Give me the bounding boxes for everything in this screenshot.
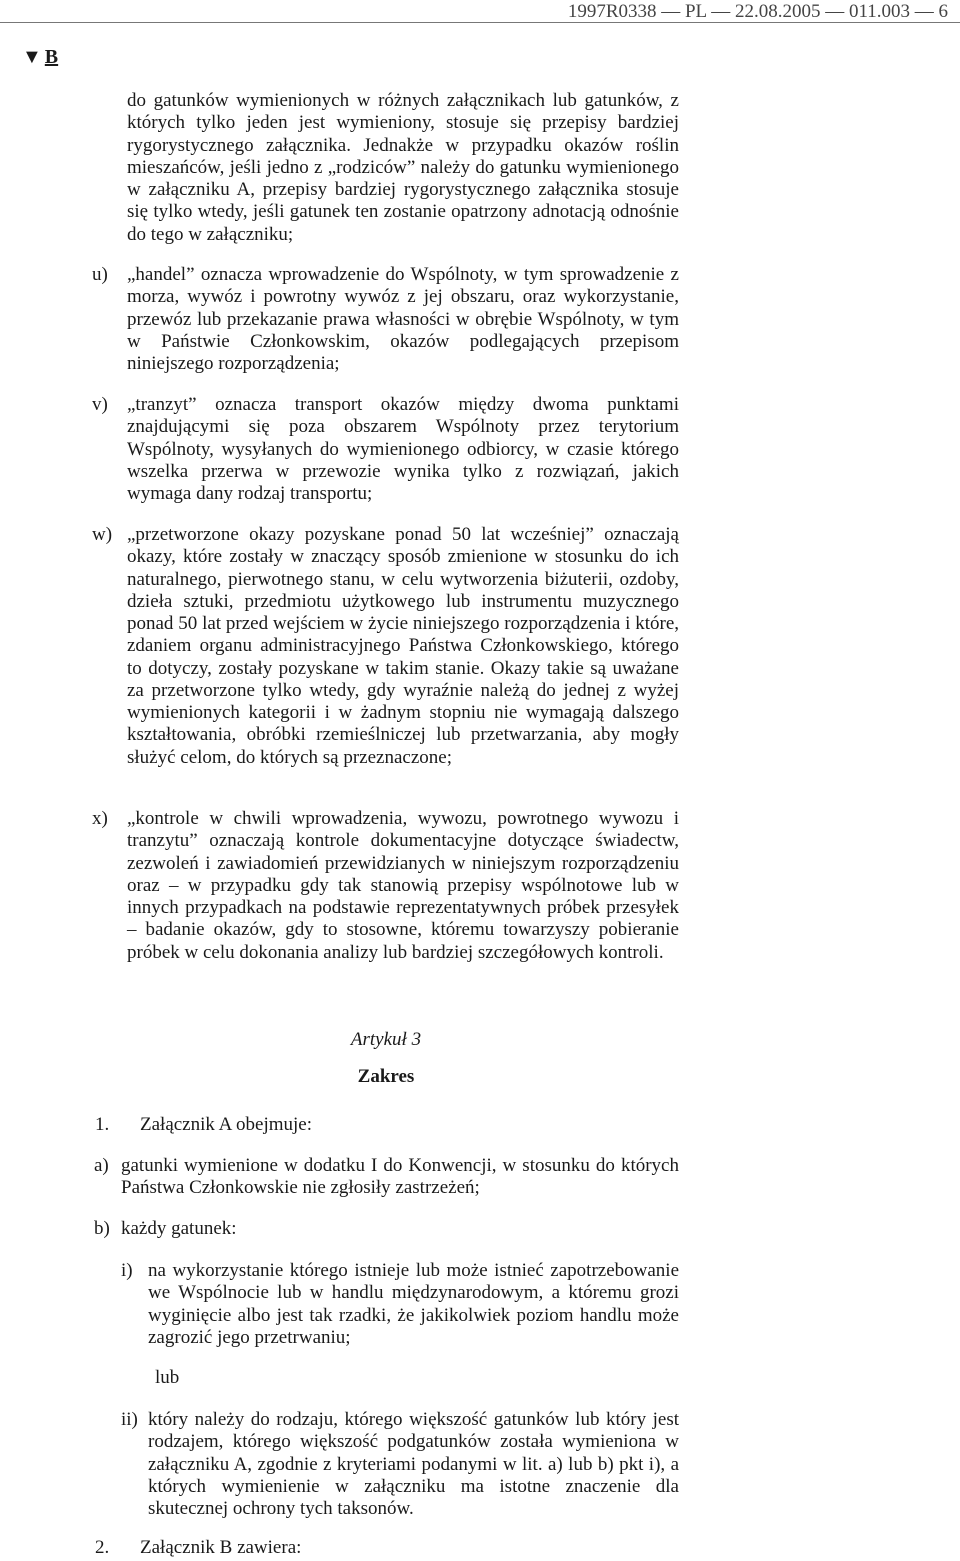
- definition-w-label: w): [92, 524, 113, 545]
- paragraph-1-number: 1.: [95, 1114, 110, 1135]
- sub-item-i-text: na wykorzystanie którego istnieje lub może istnieć zapotrzebowanie we Wspólnocie lub w handlu międzynarodowym, a któremu grozi wyginięcie albo jest tak rzadki, że jakikolwiek poziom handlu może zagrozić jego przetrwaniu;: [148, 1260, 679, 1348]
- connector-lub: lub: [155, 1367, 180, 1388]
- item-b-text: każdy gatunek:: [121, 1218, 237, 1239]
- definition-v-text: „tranzyt” oznacza transport okazów między dwoma punktami znajdującymi się poza obszarem Wspólnoty przez terytorium Wspólnoty, wysyłanych do wymienionego odbiorcy, w czasie którego wszelka przerwa w przewozie wynika tylko z rozwiązań, jakich wymaga dany rodzaj transportu;: [127, 394, 679, 504]
- document-header: [0, 0, 960, 23]
- definition-x-text: „kontrole w chwili wprowadzenia, wywozu, powrotnego wywozu i tranzytu” oznaczają kontrole dokumentacyjne dotyczące świadectw, zezwoleń i zawiadomień przewidzianych w niniejszym rozporządzeniu oraz – w przypadku gdy tak stanowią przepisy wspólnotowe lub w innych przypadkach na podstawie reprezentatywnych próbek przesyłek – badanie okazów, gdy to stosowne, któremu towarzyszy pobieranie próbek w celu dokonania analizy lub bardziej szczegółowych kontroli.: [127, 808, 679, 963]
- triangle-down-icon: ▼: [22, 46, 42, 68]
- version-marker-label[interactable]: B: [44, 46, 59, 68]
- definition-x-label: x): [92, 808, 108, 829]
- document-reference: 1997R0338 — PL — 22.08.2005 — 011.003 — 6: [567, 1, 948, 22]
- article-title: Zakres: [357, 1066, 415, 1087]
- definition-v-label: v): [92, 394, 108, 415]
- definition-u-text: „handel” oznacza wprowadzenie do Wspólnoty, w tym sprowadzenie z morza, wywóz i powrotny wywóz z jej obszaru, oraz wykorzystanie, przewóz lub przekazanie prawa własności w obrębie Wspólnoty, w tym w Państwie Członkowskim, okazów podlegających przepisom niniejszego rozporządzenia;: [127, 264, 679, 374]
- definition-u-label: u): [92, 264, 108, 285]
- sub-item-ii-text: który należy do rodzaju, którego większość gatunków lub który jest rodzajem, którego większość podgatunków została wymieniona w załączniku A, zgodnie z kryteriami podanymi w lit. a) lub b) pkt i), a których wymienienie w załączniku ma istotne znaczenie dla skutecznej ochrony tych taksonów.: [148, 1409, 679, 1519]
- version-marker[interactable]: [22, 46, 58, 69]
- paragraph-2-text: Załącznik B zawiera:: [140, 1537, 302, 1558]
- sub-item-ii-label: ii): [121, 1409, 138, 1430]
- item-a-text: gatunki wymienione w dodatku I do Konwencji, w stosunku do których Państwa Członkowskie nie zgłosiły zastrzeżeń;: [121, 1155, 679, 1199]
- item-b-label: b): [94, 1218, 110, 1239]
- article-number: Artykuł 3: [350, 1029, 422, 1050]
- intro-paragraph: do gatunków wymienionych w różnych załącznikach lub gatunków, z których tylko jeden jest wymieniony, stosuje się przepisy bardziej rygorystycznego załącznika. Jednakże w przypadku okazów roślin mieszańców, jeśli jedno z „rodziców” należy do gatunku wymienionego w załączniku A, przepisy bardziej rygorystycznego załącznika stosuje się tylko wtedy, jeśli gatunek ten zostanie opatrzony adnotacją odnośnie do tego w załączniku;: [127, 90, 679, 245]
- item-a-label: a): [94, 1155, 109, 1176]
- sub-item-i-label: i): [121, 1260, 133, 1281]
- paragraph-2-number: 2.: [95, 1537, 110, 1558]
- paragraph-1-text: Załącznik A obejmuje:: [140, 1114, 313, 1135]
- definition-w-text: „przetworzone okazy pozyskane ponad 50 lat wcześniej” oznaczają okazy, które zostały w znaczący sposób zmienione w stosunku do ich naturalnego, pierwotnego stanu, w celu wytworzenia biżuterii, ozdoby, dzieła sztuki, przedmiotu użytkowego lub instrumentu muzycznego ponad 50 lat przed wejściem w życie niniejszego rozporządzenia i które, zdaniem organu administracyjnego Państwa Członkowskiego, którego to dotyczy, zostały pozyskane w takim stanie. Okazy takie są uważane za przetworzone tylko wtedy, gdy wyraźnie należą do jednej z wyżej wymienionych kategorii i w żadnym stopniu nie wymagają dalszego kształtowania, obróbki rzemieślniczej lub przetwarzania, aby mogły służyć celom, do których są przeznaczone;: [127, 524, 679, 768]
